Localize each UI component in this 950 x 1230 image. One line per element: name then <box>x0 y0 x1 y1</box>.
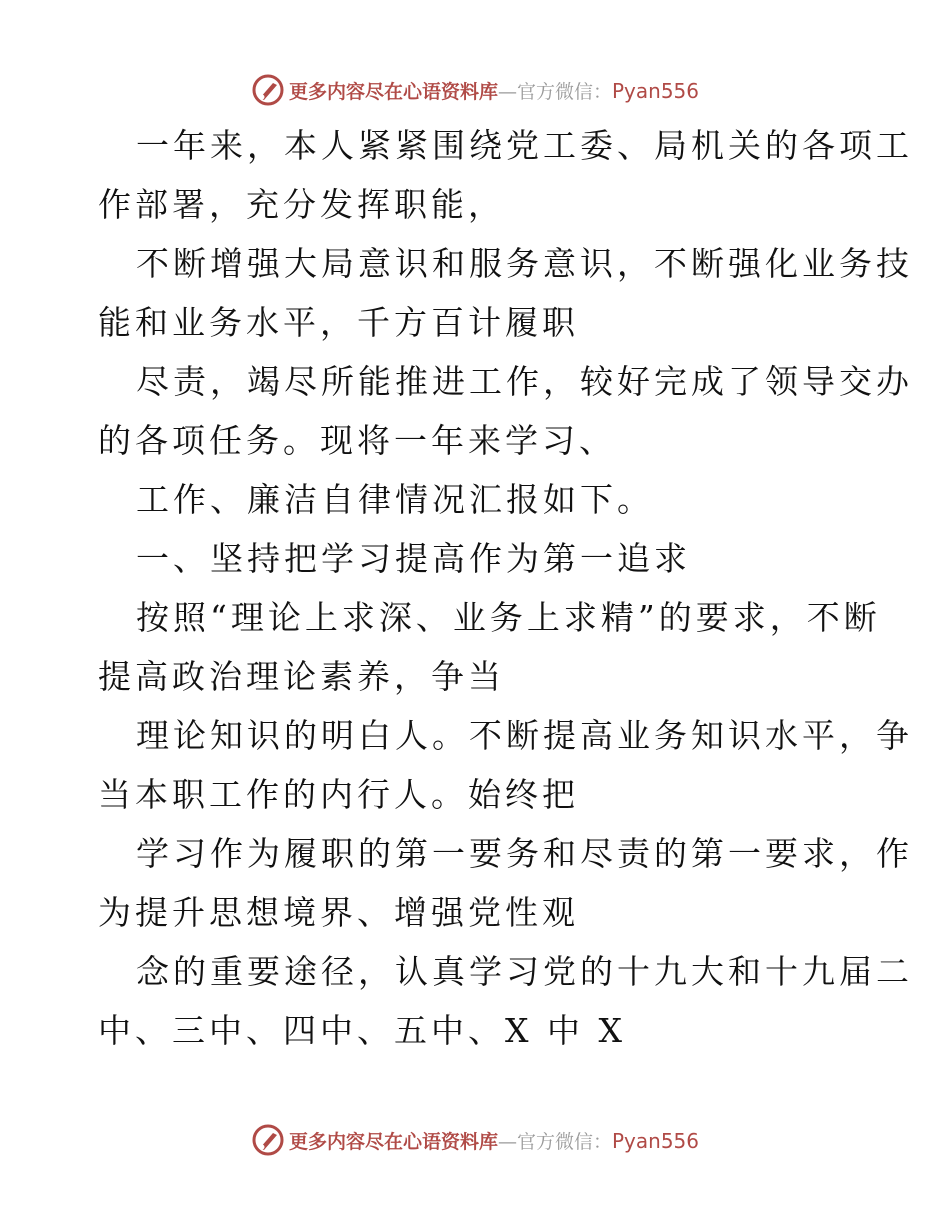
body-line: 中、三中、四中、五中、X 中 X <box>98 1011 626 1050</box>
footer-wechat-label: 官方微信： <box>516 1130 612 1153</box>
footer-watermark-banner <box>0 1120 950 1160</box>
body-line: 当本职工作的内行人。始终把 <box>98 775 579 814</box>
body-line: 按照“理论上求深、业务上求精”的要求，不断 <box>136 598 881 637</box>
quill-pen-logo-icon <box>251 1123 285 1157</box>
body-line: 不断增强大局意识和服务意识，不断强化业务技 <box>136 244 913 283</box>
header-banner-text <box>289 77 699 104</box>
body-line: 一年来，本人紧紧围绕党工委、局机关的各项工 <box>136 126 913 165</box>
footer-separator: — <box>497 1130 517 1153</box>
footer-brand: 更多内容尽在心语资料库 <box>288 1130 498 1153</box>
body-line: 学习作为履职的第一要务和尽责的第一要求，作 <box>136 834 913 873</box>
body-line: 作部署，充分发挥职能， <box>98 185 505 224</box>
body-line: 的各项任务。现将一年来学习、 <box>98 421 616 460</box>
header-wechat-label: 官方微信： <box>516 80 612 103</box>
body-line: 理论知识的明白人。不断提高业务知识水平，争 <box>136 716 913 755</box>
body-line: 提高政治理论素养，争当 <box>98 657 505 696</box>
body-line: 能和业务水平，千方百计履职 <box>98 303 579 342</box>
footer-wechat-id: Pyan556 <box>612 1128 700 1153</box>
body-line: 工作、廉洁自律情况汇报如下。 <box>136 480 654 519</box>
body-line: 尽责，竭尽所能推进工作，较好完成了领导交办 <box>136 362 913 401</box>
header-brand: 更多内容尽在心语资料库 <box>288 80 498 103</box>
quill-pen-logo-icon <box>251 73 285 107</box>
footer-banner-text <box>289 1127 699 1154</box>
body-line: 为提升思想境界、增强党性观 <box>98 893 579 932</box>
header-separator: — <box>497 80 517 103</box>
section-heading: 一、坚持把学习提高作为第一追求 <box>136 539 691 578</box>
header-wechat-id: Pyan556 <box>612 78 700 103</box>
header-watermark-banner <box>0 70 950 110</box>
body-line: 念的重要途径，认真学习党的十九大和十九届二 <box>136 952 913 991</box>
